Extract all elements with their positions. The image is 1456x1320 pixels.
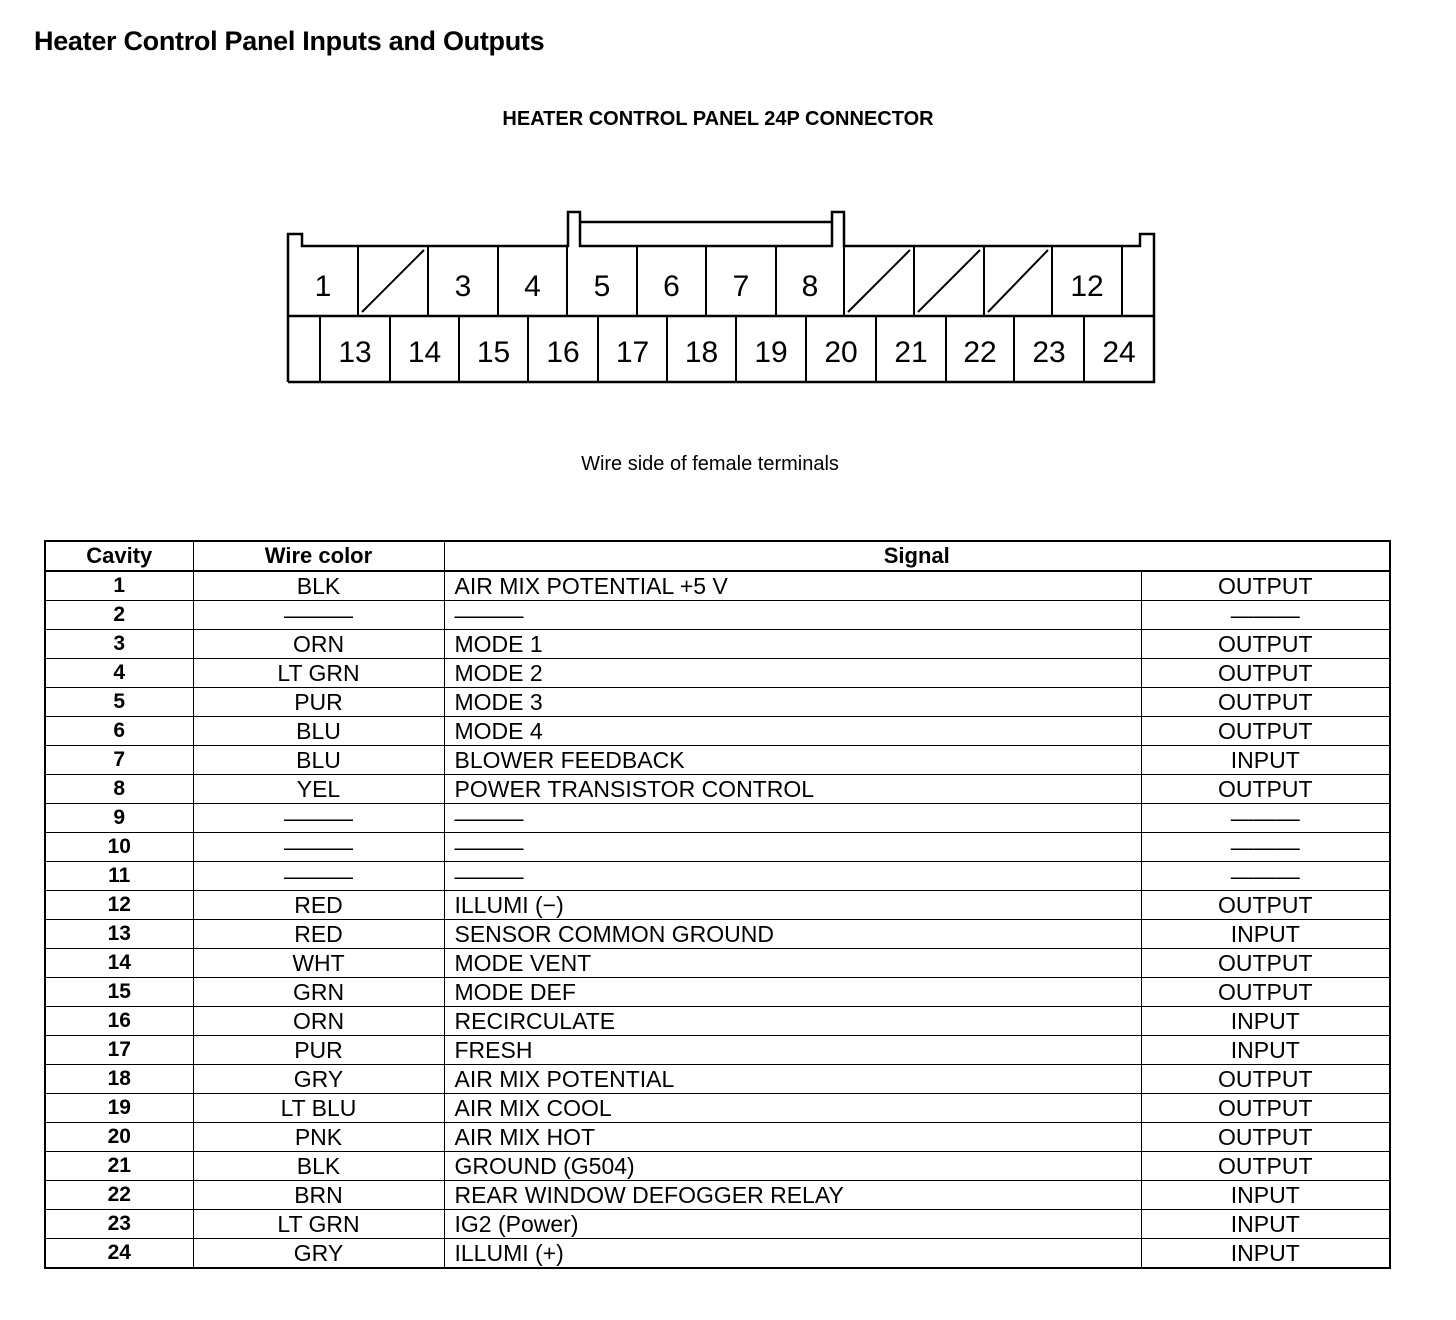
table-row xyxy=(45,978,1390,1007)
cavity-cell: 19 xyxy=(45,1094,193,1123)
signal-cell: IG2 (Power) xyxy=(444,1210,1141,1239)
cavity-cell: 7 xyxy=(45,746,193,775)
table-row xyxy=(45,601,1390,630)
direction-cell: OUTPUT xyxy=(1141,978,1390,1007)
wire-color-cell: BLU xyxy=(193,717,444,746)
signal-cell: MODE DEF xyxy=(444,978,1141,1007)
wire-color-cell: LT GRN xyxy=(193,659,444,688)
connector-diagram xyxy=(0,0,1456,420)
signal-cell: MODE 2 xyxy=(444,659,1141,688)
cavity-cell: 8 xyxy=(45,775,193,804)
direction-cell: INPUT xyxy=(1141,1007,1390,1036)
connector-cavity-label: 16 xyxy=(546,336,580,369)
connector-cavity-label: 22 xyxy=(963,336,997,369)
signal-cell: ILLUMI (−) xyxy=(444,891,1141,920)
header-signal: Signal xyxy=(444,541,1390,571)
direction-cell: ——— xyxy=(1141,862,1390,891)
connector-cavity-label: 18 xyxy=(684,336,719,369)
signal-cell: POWER TRANSISTOR CONTROL xyxy=(444,775,1141,804)
table-row xyxy=(45,571,1390,601)
direction-cell: OUTPUT xyxy=(1141,630,1390,659)
connector-cavity-label: 13 xyxy=(338,336,372,369)
wire-color-cell: GRY xyxy=(193,1239,444,1269)
cavity-cell: 24 xyxy=(45,1239,193,1269)
table-header-row xyxy=(45,541,1390,571)
table-row xyxy=(45,1152,1390,1181)
cavity-cell: 13 xyxy=(45,920,193,949)
wire-color-cell: BLK xyxy=(193,1152,444,1181)
direction-cell: OUTPUT xyxy=(1141,949,1390,978)
signal-cell: SENSOR COMMON GROUND xyxy=(444,920,1141,949)
table-row xyxy=(45,833,1390,862)
connector-cavity-label: 14 xyxy=(407,336,442,369)
connector-cavity-label: 23 xyxy=(1032,336,1066,369)
wire-color-cell: ——— xyxy=(193,804,444,833)
cavity-cell: 5 xyxy=(45,688,193,717)
signal-cell: FRESH xyxy=(444,1036,1141,1065)
signal-cell: ——— xyxy=(444,833,1141,862)
cavity-cell: 18 xyxy=(45,1065,193,1094)
direction-cell: OUTPUT xyxy=(1141,891,1390,920)
signal-cell: AIR MIX HOT xyxy=(444,1123,1141,1152)
connector-cavity-label: 21 xyxy=(894,336,928,369)
cavity-cell: 21 xyxy=(45,1152,193,1181)
connector-cavity-label: 15 xyxy=(476,336,511,369)
table-row xyxy=(45,717,1390,746)
direction-cell: OUTPUT xyxy=(1141,1152,1390,1181)
cavity-cell: 15 xyxy=(45,978,193,1007)
direction-cell: INPUT xyxy=(1141,920,1390,949)
cavity-cell: 20 xyxy=(45,1123,193,1152)
signal-cell: MODE 1 xyxy=(444,630,1141,659)
cavity-cell: 1 xyxy=(45,571,193,601)
cavity-cell: 9 xyxy=(45,804,193,833)
wire-color-cell: BRN xyxy=(193,1181,444,1210)
table-row xyxy=(45,1210,1390,1239)
signal-cell: AIR MIX POTENTIAL xyxy=(444,1065,1141,1094)
connector-cavity-label: 6 xyxy=(663,270,680,303)
wire-color-cell: ——— xyxy=(193,862,444,891)
direction-cell: OUTPUT xyxy=(1141,1065,1390,1094)
direction-cell: OUTPUT xyxy=(1141,571,1390,601)
connector-empty-cavity-slash xyxy=(848,250,910,312)
table-row xyxy=(45,1036,1390,1065)
cavity-cell: 6 xyxy=(45,717,193,746)
cavity-cell: 12 xyxy=(45,891,193,920)
wire-color-cell: RED xyxy=(193,920,444,949)
direction-cell: OUTPUT xyxy=(1141,717,1390,746)
wire-color-cell: YEL xyxy=(193,775,444,804)
direction-cell: INPUT xyxy=(1141,1210,1390,1239)
table-row xyxy=(45,949,1390,978)
cavity-cell: 2 xyxy=(45,601,193,630)
direction-cell: OUTPUT xyxy=(1141,659,1390,688)
connector-cavity-label: 7 xyxy=(732,270,750,303)
signal-cell: ILLUMI (+) xyxy=(444,1239,1141,1269)
table-row xyxy=(45,630,1390,659)
cavity-cell: 14 xyxy=(45,949,193,978)
wire-color-cell: LT GRN xyxy=(193,1210,444,1239)
wire-color-cell: WHT xyxy=(193,949,444,978)
table-row xyxy=(45,1065,1390,1094)
signal-cell: AIR MIX POTENTIAL +5 V xyxy=(444,571,1141,601)
connector-title: HEATER CONTROL PANEL 24P CONNECTOR xyxy=(502,108,934,130)
cavity-cell: 23 xyxy=(45,1210,193,1239)
connector-cavity-label: 20 xyxy=(824,336,858,369)
cavity-cell: 3 xyxy=(45,630,193,659)
signal-cell: ——— xyxy=(444,804,1141,833)
wire-color-cell: PUR xyxy=(193,688,444,717)
connector-cavity-label: 5 xyxy=(593,270,611,303)
table-row xyxy=(45,1239,1390,1269)
signal-cell: MODE VENT xyxy=(444,949,1141,978)
direction-cell: OUTPUT xyxy=(1141,1094,1390,1123)
direction-cell: OUTPUT xyxy=(1141,775,1390,804)
connector-cavity-label: 17 xyxy=(615,336,650,369)
cavity-cell: 16 xyxy=(45,1007,193,1036)
table-row xyxy=(45,891,1390,920)
direction-cell: INPUT xyxy=(1141,746,1390,775)
direction-cell: INPUT xyxy=(1141,1181,1390,1210)
connector-cavity-label: 24 xyxy=(1102,336,1136,369)
connector-cavity-label: 12 xyxy=(1070,270,1104,303)
connector-cavity-label: 19 xyxy=(754,336,788,369)
direction-cell: OUTPUT xyxy=(1141,1123,1390,1152)
table-row xyxy=(45,1123,1390,1152)
wire-color-cell: PUR xyxy=(193,1036,444,1065)
wire-color-cell: LT BLU xyxy=(193,1094,444,1123)
signal-cell: MODE 4 xyxy=(444,717,1141,746)
cavity-cell: 11 xyxy=(45,862,193,891)
table-row xyxy=(45,1094,1390,1123)
table-row xyxy=(45,862,1390,891)
signal-cell: AIR MIX COOL xyxy=(444,1094,1141,1123)
direction-cell: ——— xyxy=(1141,804,1390,833)
table-row xyxy=(45,688,1390,717)
connector-empty-cavity-slash xyxy=(918,250,980,312)
signal-cell: BLOWER FEEDBACK xyxy=(444,746,1141,775)
wire-color-cell: ——— xyxy=(193,833,444,862)
cavity-cell: 22 xyxy=(45,1181,193,1210)
wire-color-cell: RED xyxy=(193,891,444,920)
signal-cell: REAR WINDOW DEFOGGER RELAY xyxy=(444,1181,1141,1210)
wire-color-cell: GRN xyxy=(193,978,444,1007)
connector-empty-cavity-slash xyxy=(988,250,1048,312)
wire-color-cell: ——— xyxy=(193,601,444,630)
cavity-cell: 17 xyxy=(45,1036,193,1065)
connector-cavity-label: 3 xyxy=(454,270,472,303)
connector-caption: Wire side of female terminals xyxy=(581,453,839,475)
connector-cavity-label: 4 xyxy=(524,270,541,303)
signal-cell: RECIRCULATE xyxy=(444,1007,1141,1036)
table-row xyxy=(45,775,1390,804)
cavity-cell: 4 xyxy=(45,659,193,688)
wire-color-cell: BLK xyxy=(193,571,444,601)
wire-color-cell: ORN xyxy=(193,1007,444,1036)
header-cavity: Cavity xyxy=(45,541,193,571)
table-row xyxy=(45,804,1390,833)
direction-cell: INPUT xyxy=(1141,1239,1390,1269)
wire-color-cell: BLU xyxy=(193,746,444,775)
cavity-cell: 10 xyxy=(45,833,193,862)
signal-cell: MODE 3 xyxy=(444,688,1141,717)
wire-color-cell: ORN xyxy=(193,630,444,659)
wire-color-cell: GRY xyxy=(193,1065,444,1094)
signal-cell: ——— xyxy=(444,601,1141,630)
signal-cell: GROUND (G504) xyxy=(444,1152,1141,1181)
page-title: Heater Control Panel Inputs and Outputs xyxy=(34,26,545,56)
pinout-table xyxy=(44,540,1391,1269)
table-row xyxy=(45,920,1390,949)
wire-color-cell: PNK xyxy=(193,1123,444,1152)
connector-empty-cavity-slash xyxy=(362,250,424,312)
header-wire-color: Wire color xyxy=(193,541,444,571)
direction-cell: OUTPUT xyxy=(1141,688,1390,717)
table-row xyxy=(45,1007,1390,1036)
direction-cell: ——— xyxy=(1141,833,1390,862)
direction-cell: INPUT xyxy=(1141,1036,1390,1065)
table-row xyxy=(45,659,1390,688)
connector-cavity-label: 8 xyxy=(801,270,819,303)
table-row xyxy=(45,746,1390,775)
direction-cell: ——— xyxy=(1141,601,1390,630)
table-row xyxy=(45,1181,1390,1210)
connector-cavity-label: 1 xyxy=(314,270,332,303)
signal-cell: ——— xyxy=(444,862,1141,891)
